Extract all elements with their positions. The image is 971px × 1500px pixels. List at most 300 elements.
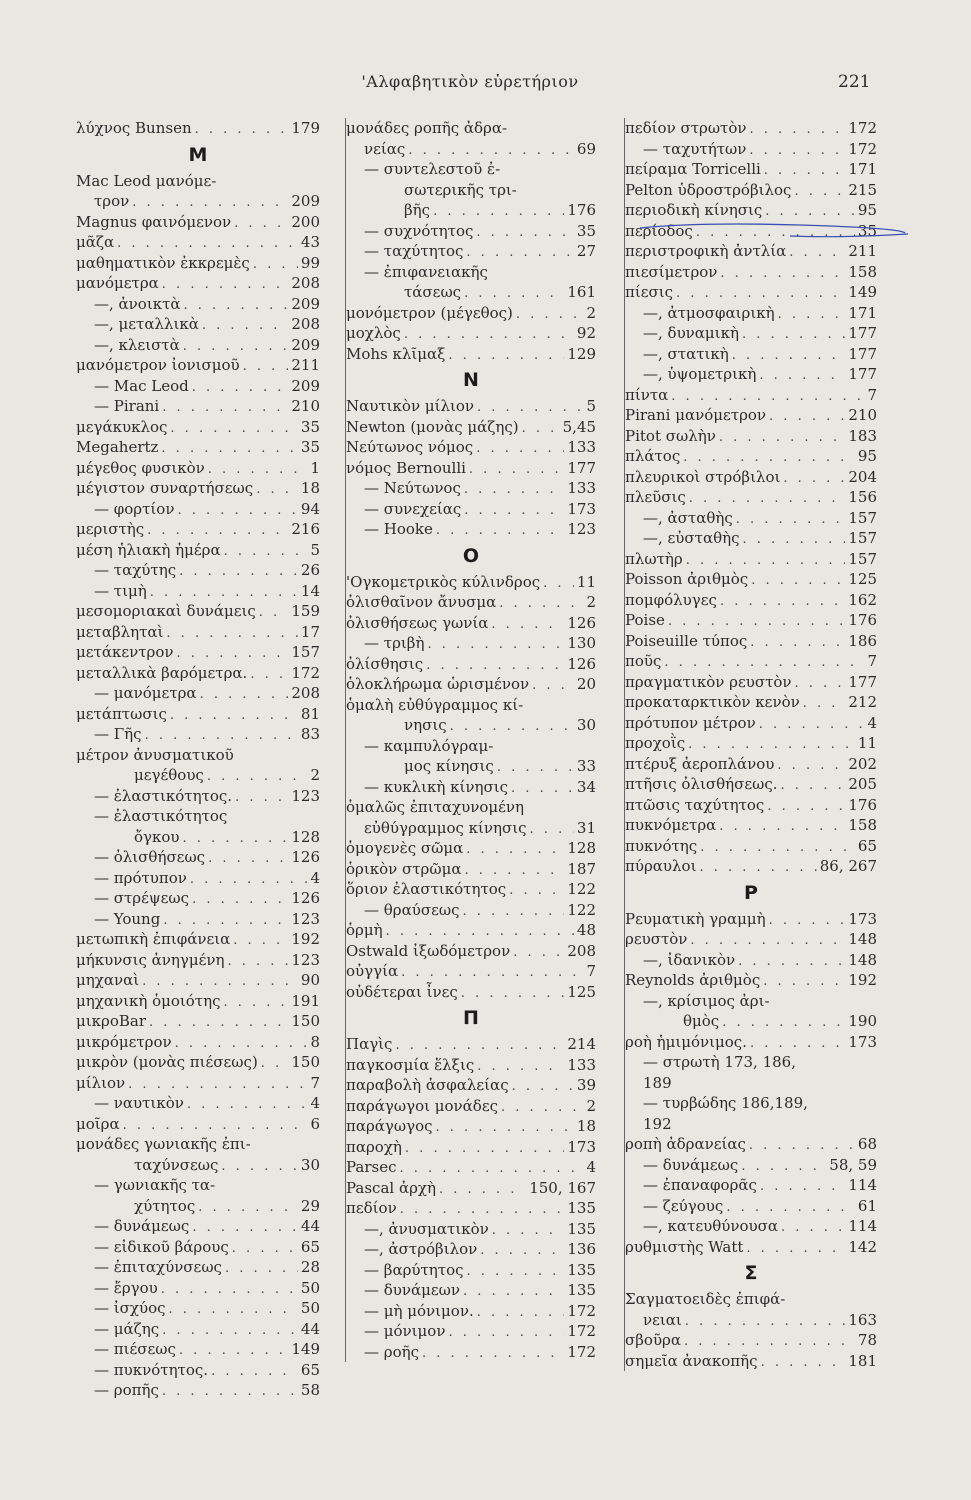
entry-term: Reynolds ἀριθμὸς bbox=[625, 971, 761, 989]
entry-term: μεταβληταὶ bbox=[76, 622, 164, 641]
entry-term: — Hooke bbox=[364, 520, 433, 538]
leader-dots bbox=[477, 1303, 565, 1324]
leader-dots bbox=[208, 460, 308, 481]
entry-term: — μανόμετρα bbox=[94, 684, 197, 702]
index-entry bbox=[76, 1278, 320, 1299]
entry-term: 192 bbox=[643, 1114, 672, 1133]
leader-dots bbox=[783, 469, 845, 490]
entry-term: — βαρύτητος bbox=[364, 1260, 464, 1279]
leader-dots bbox=[767, 797, 845, 818]
index-entry bbox=[346, 1096, 596, 1117]
index-entry bbox=[76, 376, 320, 397]
leader-dots bbox=[200, 685, 289, 706]
index-entry bbox=[346, 118, 596, 139]
entry-page: 90 bbox=[300, 971, 320, 989]
leader-dots bbox=[689, 489, 846, 510]
entry-page: 11 bbox=[857, 734, 877, 752]
leader-dots bbox=[227, 952, 288, 973]
leader-dots bbox=[700, 838, 855, 859]
entry-term: ὁλοκλήρωμα ὡρισμένον bbox=[346, 675, 530, 693]
index-entry bbox=[76, 171, 320, 192]
entry-page: 148 bbox=[848, 950, 877, 969]
leader-dots bbox=[464, 501, 564, 522]
entry-term: — στρωτὴ 173, 186, bbox=[643, 1053, 796, 1071]
index-entry bbox=[76, 417, 320, 438]
index-entry bbox=[76, 1134, 320, 1155]
index-entry bbox=[346, 654, 596, 675]
index-entry bbox=[625, 1093, 877, 1114]
entry-term: μονάδες γωνιακῆς ἐπι- bbox=[76, 1135, 251, 1153]
entry-page: 208 bbox=[291, 684, 320, 702]
entry-term: — δυνάμεως bbox=[94, 1217, 190, 1235]
entry-term: Pirani μανόμετρον bbox=[625, 406, 767, 424]
entry-page: 1 bbox=[310, 458, 320, 477]
entry-term: μετάπτωσις bbox=[76, 704, 167, 723]
entry-term: μικροBar bbox=[76, 1012, 146, 1030]
index-entry bbox=[625, 1237, 877, 1258]
index-entry bbox=[76, 601, 320, 622]
index-entry bbox=[625, 1216, 877, 1237]
leader-dots bbox=[719, 428, 846, 449]
index-entry bbox=[346, 1157, 596, 1178]
leader-dots bbox=[427, 635, 564, 656]
entry-term: — ἐπαναφορᾶς bbox=[643, 1176, 757, 1194]
index-entry bbox=[76, 458, 320, 479]
entry-term: — ἰσχύος bbox=[94, 1299, 166, 1317]
entry-page: 4 bbox=[310, 868, 320, 887]
entry-page: 208 bbox=[291, 315, 320, 333]
entry-page: 123 bbox=[291, 786, 320, 805]
index-entry bbox=[76, 191, 320, 212]
section-letter: O bbox=[462, 544, 480, 567]
entry-term: ὀλισθήσεως γωνία bbox=[346, 613, 489, 632]
page-header bbox=[0, 72, 971, 102]
index-entry bbox=[76, 704, 320, 725]
entry-page: 173 bbox=[848, 909, 877, 928]
leader-dots bbox=[743, 530, 846, 551]
entry-page: 114 bbox=[848, 1176, 877, 1194]
entry-page: 27 bbox=[576, 242, 596, 260]
leader-dots bbox=[234, 214, 288, 235]
entry-term: — ὀλισθήσεως bbox=[94, 848, 206, 866]
entry-term: εὐθύγραμμος κίνησις bbox=[364, 818, 527, 837]
index-entry bbox=[346, 900, 596, 921]
leader-dots bbox=[777, 756, 845, 777]
leader-dots bbox=[751, 571, 845, 592]
entry-term: — πυκνότητος. bbox=[94, 1360, 209, 1379]
entry-page: 95 bbox=[857, 201, 877, 219]
index-entry bbox=[625, 1134, 877, 1155]
leader-dots bbox=[501, 1098, 583, 1119]
index-entry bbox=[346, 1198, 596, 1219]
entry-term: πίεσις bbox=[625, 283, 674, 301]
leader-dots bbox=[532, 676, 574, 697]
index-entry bbox=[346, 1301, 596, 1322]
entry-page: 114 bbox=[848, 1217, 877, 1235]
index-entry bbox=[346, 818, 596, 839]
index-entry bbox=[625, 991, 877, 1012]
index-entry bbox=[76, 1196, 320, 1217]
index-entry bbox=[625, 323, 877, 344]
leader-dots bbox=[233, 931, 288, 952]
leader-dots bbox=[477, 398, 583, 419]
leader-dots bbox=[736, 510, 846, 531]
entry-page: 123 bbox=[291, 950, 320, 969]
leader-dots bbox=[161, 1280, 298, 1301]
leader-dots bbox=[720, 592, 845, 613]
entry-page: 11 bbox=[576, 572, 596, 591]
index-entry bbox=[76, 396, 320, 417]
index-entry bbox=[625, 713, 877, 734]
running-title: 'Αλφαβητικὸν εὑρετήριον bbox=[361, 72, 579, 91]
index-entry bbox=[625, 610, 877, 631]
entry-page: 7 bbox=[310, 1073, 320, 1092]
leader-dots bbox=[492, 1221, 565, 1242]
leader-dots bbox=[759, 366, 845, 387]
leader-dots bbox=[765, 202, 855, 223]
leader-dots bbox=[750, 633, 845, 654]
index-entry bbox=[625, 303, 877, 324]
index-entry bbox=[346, 592, 596, 613]
index-entry bbox=[346, 159, 596, 180]
entry-page: 210 bbox=[291, 397, 320, 415]
leader-dots bbox=[426, 656, 564, 677]
entry-term: Magnus φαινόμενον bbox=[76, 212, 232, 231]
leader-dots bbox=[465, 861, 565, 882]
entry-page: 18 bbox=[576, 1117, 596, 1135]
index-entry bbox=[76, 232, 320, 253]
entry-term: — ἐπιταχύνσεως bbox=[94, 1258, 222, 1276]
index-entry bbox=[346, 519, 596, 540]
index-entry bbox=[625, 221, 877, 242]
entry-page: 50 bbox=[300, 1299, 320, 1317]
leader-dots bbox=[760, 1177, 845, 1198]
leader-dots bbox=[499, 594, 583, 615]
index-entry bbox=[625, 1155, 877, 1176]
leader-dots bbox=[719, 817, 845, 838]
entry-page: 214 bbox=[567, 1035, 596, 1053]
entry-term: Parsec bbox=[346, 1158, 397, 1176]
entry-term: — συντελεστοῦ ἐ- bbox=[364, 160, 501, 178]
index-entry bbox=[76, 1052, 320, 1073]
entry-page: 95 bbox=[857, 447, 877, 465]
index-entry bbox=[76, 1257, 320, 1278]
entry-page: 7 bbox=[867, 652, 877, 670]
leader-dots bbox=[192, 890, 288, 911]
index-entry bbox=[625, 1330, 877, 1351]
entry-page: 211 bbox=[291, 356, 320, 374]
entry-page: 133 bbox=[567, 1055, 596, 1074]
leader-dots bbox=[513, 943, 564, 964]
index-entry bbox=[76, 1093, 320, 1114]
index-entry bbox=[625, 405, 877, 426]
entry-term: ποῦς bbox=[625, 652, 662, 670]
entry-page: 209 bbox=[291, 192, 320, 210]
entry-page: 179 bbox=[291, 119, 320, 137]
index-entry bbox=[625, 909, 877, 930]
leader-dots bbox=[749, 141, 845, 162]
index-entry bbox=[346, 736, 596, 757]
index-entry bbox=[76, 560, 320, 581]
index-entry bbox=[346, 180, 596, 201]
entry-term: πιεσίμετρον bbox=[625, 262, 718, 281]
index-entry bbox=[625, 836, 877, 857]
index-entry bbox=[625, 159, 877, 180]
section-letter: P bbox=[744, 881, 758, 904]
entry-term: — πιέσεως bbox=[94, 1340, 176, 1358]
index-entry bbox=[76, 519, 320, 540]
entry-page: 2 bbox=[586, 593, 596, 611]
leader-dots bbox=[422, 1344, 564, 1365]
entry-page: 33 bbox=[576, 757, 596, 775]
entry-page: 172 bbox=[848, 119, 877, 137]
index-entry bbox=[76, 786, 320, 807]
index-entry bbox=[346, 1075, 596, 1096]
entry-term: μᾶζα bbox=[76, 233, 115, 251]
entry-page: 148 bbox=[848, 930, 877, 948]
index-entry bbox=[346, 1055, 596, 1076]
index-entry bbox=[76, 663, 320, 684]
index-entry bbox=[76, 1339, 320, 1360]
index-entry bbox=[625, 795, 877, 816]
index-entry bbox=[346, 241, 596, 262]
entry-term: — τιμὴ bbox=[94, 581, 147, 600]
index-entry bbox=[346, 323, 596, 344]
entry-term: μετάκεντρον bbox=[76, 643, 174, 661]
index-entry bbox=[76, 1216, 320, 1237]
index-entry bbox=[625, 1114, 877, 1135]
entry-term: παράγωγος bbox=[346, 1117, 433, 1135]
entry-term: χύτητος bbox=[134, 1196, 196, 1215]
entry-term: μέγεθος φυσικὸν bbox=[76, 458, 205, 477]
entry-term: Poiseuille τύπος bbox=[625, 631, 748, 650]
index-entry bbox=[625, 282, 877, 303]
leader-dots bbox=[480, 1241, 564, 1262]
entry-page: 172 bbox=[567, 1322, 596, 1340]
entry-term: — θραύσεως bbox=[364, 900, 460, 919]
index-entry bbox=[625, 467, 877, 488]
entry-page: 7 bbox=[867, 385, 877, 404]
entry-term: πεδίον στρωτὸν bbox=[625, 119, 747, 137]
index-entry bbox=[76, 827, 320, 848]
index-entry bbox=[346, 859, 596, 880]
entry-term: — ροῆς bbox=[364, 1342, 420, 1361]
leader-dots bbox=[466, 840, 564, 861]
leader-dots bbox=[699, 858, 816, 879]
entry-term: —, κρίσιμος ἀρι- bbox=[643, 991, 770, 1010]
index-entry bbox=[625, 528, 877, 549]
entry-term: — πρότυπον bbox=[94, 868, 187, 887]
entry-page: 133 bbox=[567, 479, 596, 497]
index-entry bbox=[76, 970, 320, 991]
index-entry bbox=[76, 950, 320, 971]
entry-page: 18 bbox=[300, 479, 320, 497]
index-entry bbox=[346, 838, 596, 859]
entry-term: παγκοσμία ἕλξις bbox=[346, 1055, 475, 1074]
entry-term: πλεῦσις bbox=[625, 488, 686, 506]
leader-dots bbox=[509, 881, 564, 902]
index-column-1 bbox=[76, 118, 320, 1401]
index-entry bbox=[76, 1360, 320, 1381]
entry-term: — ἐλαστικότητος. bbox=[94, 786, 233, 805]
leader-dots bbox=[150, 583, 298, 604]
entry-page: 177 bbox=[567, 458, 596, 477]
entry-page: 157 bbox=[848, 529, 877, 547]
entry-page: 158 bbox=[848, 816, 877, 834]
entry-page: 26 bbox=[300, 561, 320, 579]
index-entry bbox=[346, 920, 596, 941]
index-entry bbox=[625, 262, 877, 283]
leader-dots bbox=[464, 284, 564, 305]
index-entry bbox=[346, 303, 596, 324]
entry-term: ὁρικὸν στρῶμα bbox=[346, 859, 462, 878]
leader-dots bbox=[722, 1013, 845, 1034]
entry-term: —, μεταλλικὰ bbox=[94, 315, 199, 333]
leader-dots bbox=[466, 243, 573, 264]
entry-term: μηχαναὶ bbox=[76, 971, 140, 989]
entry-term: — ροπῆς bbox=[94, 1381, 159, 1399]
leader-dots bbox=[769, 407, 845, 428]
index-entry bbox=[625, 929, 877, 950]
leader-dots bbox=[400, 1200, 565, 1221]
index-entry bbox=[76, 622, 320, 643]
index-entry bbox=[346, 499, 596, 520]
leader-dots bbox=[162, 1382, 298, 1403]
entry-term: μονάδες ροπῆς ἀδρα- bbox=[346, 119, 508, 137]
index-entry bbox=[76, 765, 320, 786]
leader-dots bbox=[192, 1218, 298, 1239]
entry-term: μικρὸν (μονὰς πιέσεως) bbox=[76, 1053, 258, 1071]
section-letter: Σ bbox=[744, 1262, 758, 1284]
index-entry bbox=[625, 1175, 877, 1196]
entry-term: ρυθμιστὴς Watt bbox=[625, 1237, 744, 1256]
entry-page: 44 bbox=[300, 1319, 320, 1338]
leader-dots bbox=[741, 1157, 826, 1178]
entry-term: μέγιστον συναρτήσεως bbox=[76, 479, 254, 497]
entry-page: 20 bbox=[576, 675, 596, 693]
entry-term: πομφόλυγες bbox=[625, 590, 717, 609]
index-entry bbox=[346, 1116, 596, 1137]
entry-term: — ταχύτης bbox=[94, 561, 177, 579]
leader-dots bbox=[690, 931, 845, 952]
index-entry bbox=[76, 314, 320, 335]
entry-page: 4 bbox=[310, 1094, 320, 1112]
entry-page: 65 bbox=[300, 1237, 320, 1256]
index-entry bbox=[76, 1237, 320, 1258]
index-entry bbox=[346, 1280, 596, 1301]
entry-term: τρον bbox=[94, 192, 130, 210]
entry-page: 157 bbox=[291, 643, 320, 661]
entry-term: — μὴ μόνιμον. bbox=[364, 1301, 474, 1320]
index-entry bbox=[346, 1239, 596, 1260]
entry-term: ὁμαλῶς ἐπιταχυνομένη bbox=[346, 798, 525, 816]
entry-page: 177 bbox=[848, 365, 877, 383]
leader-dots bbox=[175, 1034, 308, 1055]
index-entry bbox=[625, 1289, 877, 1310]
entry-page: 30 bbox=[576, 716, 596, 734]
entry-page: 149 bbox=[291, 1340, 320, 1358]
leader-dots bbox=[261, 1054, 289, 1075]
entry-page: 130 bbox=[567, 634, 596, 652]
leader-dots bbox=[463, 902, 565, 923]
leader-dots bbox=[732, 346, 846, 367]
entry-term: — ἔργου bbox=[94, 1278, 158, 1297]
entry-term: ὀλίσθησις bbox=[346, 654, 424, 673]
entry-page: 65 bbox=[857, 836, 877, 855]
index-entry bbox=[625, 508, 877, 529]
entry-page: 58 bbox=[300, 1381, 320, 1399]
leader-dots bbox=[408, 141, 574, 162]
leader-dots bbox=[225, 1259, 298, 1280]
entry-page: 4 bbox=[586, 1158, 596, 1176]
index-entry bbox=[625, 487, 877, 508]
entry-page: 17 bbox=[300, 622, 320, 641]
entry-page: 172 bbox=[291, 663, 320, 682]
index-entry bbox=[346, 1321, 596, 1342]
entry-term: ρευστὸν bbox=[625, 930, 688, 948]
entry-term: —, ἀσταθὴς bbox=[643, 508, 733, 527]
leader-dots bbox=[696, 223, 855, 244]
entry-page: 126 bbox=[567, 654, 596, 673]
entry-page: 6 bbox=[310, 1114, 320, 1133]
entry-term: μηχανικὴ ὁμοιότης bbox=[76, 991, 221, 1010]
entry-term: Mac Leod μανόμε- bbox=[76, 171, 217, 190]
index-entry bbox=[625, 241, 877, 262]
entry-term: περίοδος bbox=[625, 221, 693, 240]
index-entry bbox=[76, 118, 320, 139]
entry-term: —, ἀτμοσφαιρικὴ bbox=[643, 303, 775, 322]
entry-term: Νεύτωνος νόμος bbox=[346, 438, 474, 456]
leader-dots bbox=[450, 717, 574, 738]
leader-dots bbox=[147, 521, 288, 542]
index-entry bbox=[625, 856, 877, 877]
entry-term: ὄγκου bbox=[134, 827, 180, 846]
entry-page: 212 bbox=[848, 693, 877, 711]
index-entry bbox=[625, 200, 877, 221]
entry-term: ροὴ ἡμιμόνιμος. bbox=[625, 1032, 747, 1051]
section-letter: M bbox=[188, 143, 208, 166]
entry-term: — ἐπιφανειακῆς bbox=[364, 262, 488, 281]
index-entry bbox=[346, 221, 596, 242]
entry-term: μήκυνσις ἀνηγμένη bbox=[76, 950, 225, 969]
leader-dots bbox=[123, 1116, 308, 1137]
entry-term: μικρόμετρον bbox=[76, 1032, 172, 1051]
entry-page: 4 bbox=[867, 713, 877, 732]
leader-dots bbox=[497, 758, 574, 779]
leader-dots bbox=[759, 715, 865, 736]
leader-dots bbox=[161, 439, 297, 460]
entry-term: — Γῆς bbox=[94, 725, 142, 743]
entry-term: μέση ἡλιακὴ ἡμέρα bbox=[76, 540, 221, 559]
entry-page: 135 bbox=[567, 1219, 596, 1238]
index-entry bbox=[346, 139, 596, 160]
entry-page: 158 bbox=[848, 262, 877, 281]
entry-page: 172 bbox=[567, 1301, 596, 1320]
entry-term: —, ὑψομετρικὴ bbox=[643, 365, 757, 383]
entry-term: μεριστὴς bbox=[76, 520, 145, 538]
entry-page: 5 bbox=[310, 540, 320, 559]
entry-page: 173 bbox=[567, 499, 596, 518]
index-entry bbox=[346, 200, 596, 221]
leader-dots bbox=[685, 1312, 846, 1333]
entry-page: 35 bbox=[576, 221, 596, 240]
entry-term: —, ἀνοικτὰ bbox=[94, 294, 181, 313]
index-entry bbox=[625, 733, 877, 754]
leader-dots bbox=[761, 1353, 846, 1374]
entry-page: 200 bbox=[291, 212, 320, 231]
entry-term: — καμπυλόγραμ- bbox=[364, 736, 494, 755]
leader-dots bbox=[476, 223, 574, 244]
